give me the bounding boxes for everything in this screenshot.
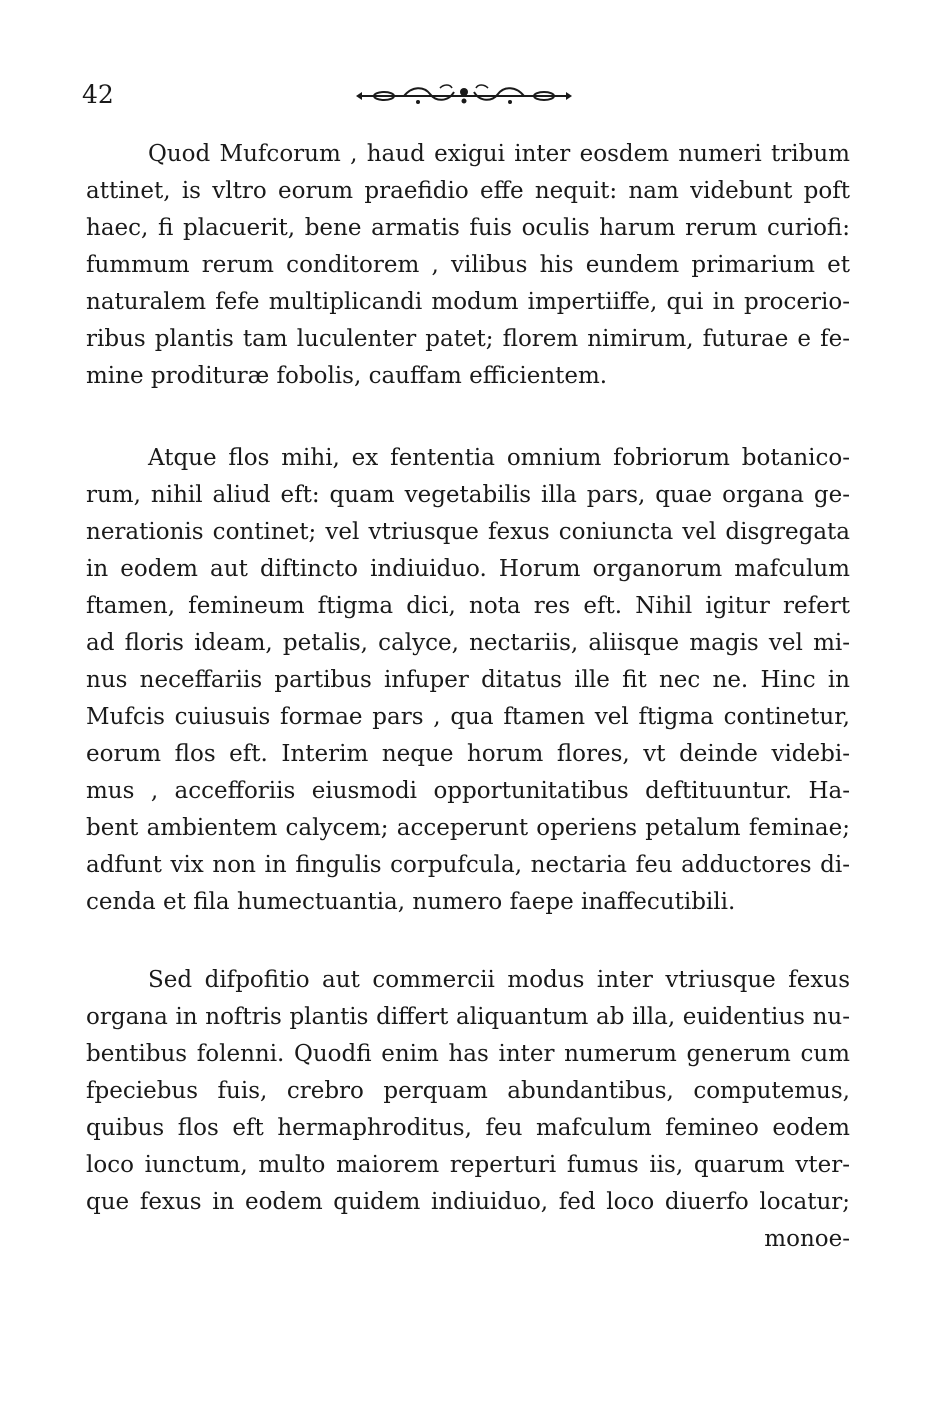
text-line: bent ambientem calycem; acceperunt operiens petalum feminae; bbox=[86, 815, 850, 841]
text-line: ribus plantis tam luculenter patet; florem nimirum, futurae e fe- bbox=[86, 326, 850, 352]
text-line: bentibus folenni. Quodfi enim has inter numerum generum cum bbox=[86, 1041, 850, 1067]
text-line: cenda et fila humectuantia, numero faepe inaffecutibili. bbox=[86, 889, 736, 915]
text-line: ad floris ideam, petalis, calyce, nectariis, aliisque magis vel mi- bbox=[86, 630, 850, 656]
text-line: mine prodituræ fobolis, cauffam efficientem. bbox=[86, 363, 608, 389]
page-number: 42 bbox=[82, 80, 114, 109]
text-line: que fexus in eodem quidem indiuiduo, fed loco diuerfo locatur; bbox=[86, 1189, 850, 1215]
text-line: fpeciebus fuis, crebro perquam abundantibus, computemus, bbox=[86, 1078, 850, 1104]
text-line: loco iunctum, multo maiorem reperturi fumus iis, quarum vter- bbox=[86, 1152, 850, 1178]
text-line: ftamen, femineum ftigma dici, nota res eft. Nihil igitur refert bbox=[86, 593, 850, 619]
paragraph-1 bbox=[86, 136, 850, 395]
text-line: mus , accefforiis eiusmodi opportunitatibus deftituuntur. Ha- bbox=[86, 778, 850, 804]
text-line: naturalem fefe multiplicandi modum impertiiffe, qui in procerio- bbox=[86, 289, 850, 315]
text-line: nus neceffariis partibus infuper ditatus ille fit nec ne. Hinc in bbox=[86, 667, 850, 693]
text-line: quibus flos eft hermaphroditus, feu mafculum femineo eodem bbox=[86, 1115, 850, 1141]
text-line: rum, nihil aliud eft: quam vegetabilis illa pars, quae organa ge- bbox=[86, 482, 850, 508]
text-line: in eodem aut diftincto indiuiduo. Horum organorum mafculum bbox=[86, 556, 850, 582]
catchword: monoe- bbox=[764, 1226, 850, 1252]
paragraph-2 bbox=[86, 440, 850, 921]
text-line: Sed difpofitio aut commercii modus inter vtriusque fexus bbox=[148, 967, 850, 993]
text-line: Atque flos mihi, ex fententia omnium fobriorum botanico- bbox=[148, 445, 850, 471]
paragraph-3 bbox=[86, 962, 850, 1258]
text-line: Mufcis cuiusuis formae pars , qua ftamen vel ftigma continetur, bbox=[86, 704, 850, 730]
text-line: Quod Mufcorum , haud exigui inter eosdem numeri tribum bbox=[148, 141, 850, 167]
text-line: nerationis continet; vel vtriusque fexus coniuncta vel disgregata bbox=[86, 519, 850, 545]
text-line: haec, fi placuerit, bene armatis fuis oculis harum rerum curiofi: bbox=[86, 215, 850, 241]
decorative-headpiece-ornament-icon bbox=[354, 82, 574, 108]
text-line: eorum flos eft. Interim neque horum flores, vt deinde videbi- bbox=[86, 741, 850, 767]
text-line: attinet, is vltro eorum praefidio effe nequit: nam videbunt poft bbox=[86, 178, 850, 204]
text-line: adfunt vix non in fingulis corpufcula, nectaria feu adductores di- bbox=[86, 852, 850, 878]
text-line: organa in noftris plantis differt aliquantum ab illa, euidentius nu- bbox=[86, 1004, 850, 1030]
text-line: fummum rerum conditorem , vilibus his eundem primarium et bbox=[86, 252, 850, 278]
